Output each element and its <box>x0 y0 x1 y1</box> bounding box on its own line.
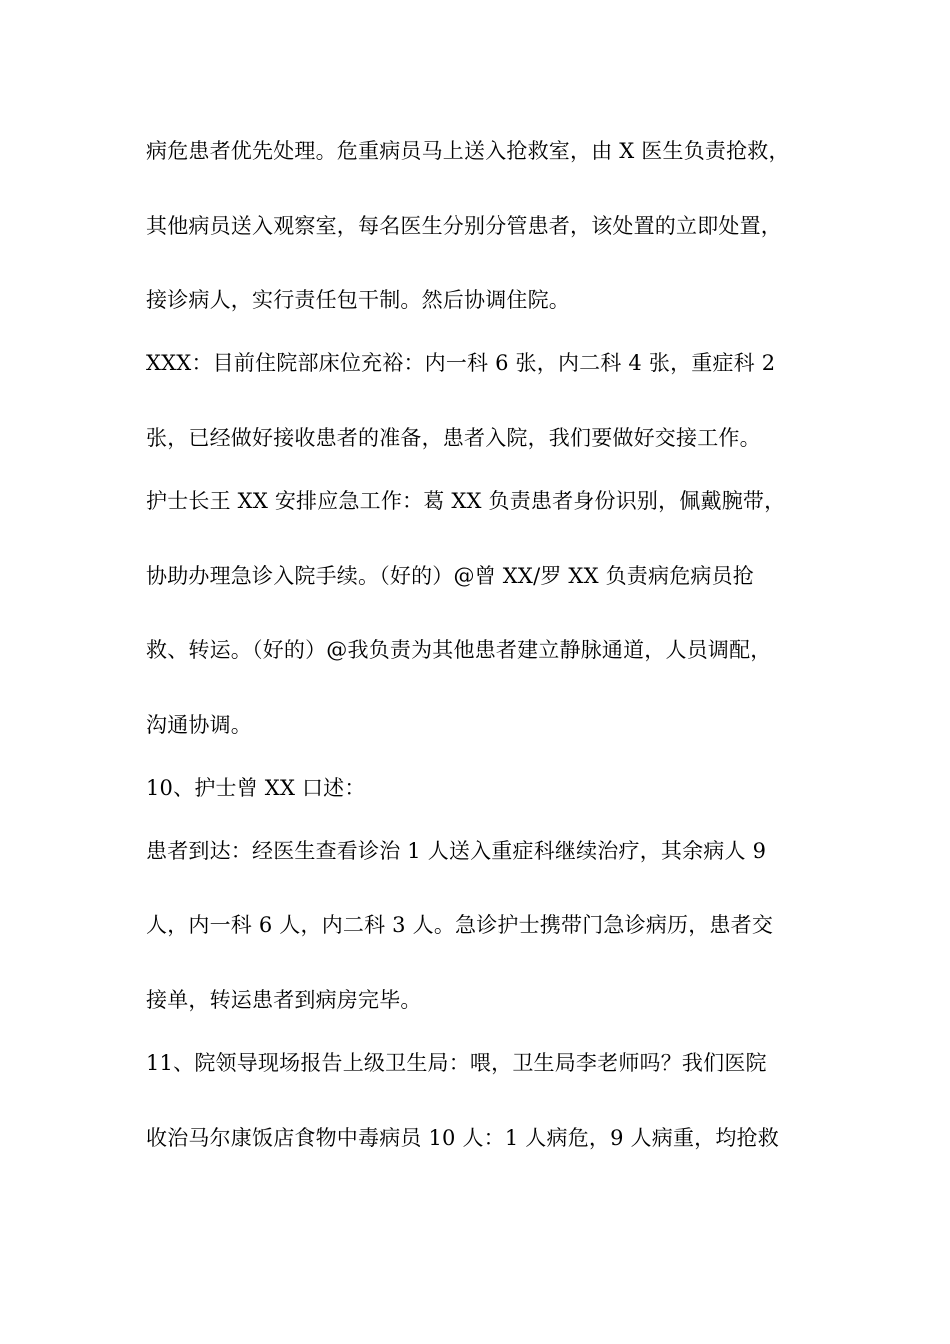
text-line: 协助办理急诊入院手续。（好的）@曾 XX/罗 XX 负责病危病员抢 <box>146 564 754 588</box>
text-line: 其他病员送入观察室，每名医生分别分管患者，该处置的立即处置， <box>146 214 782 238</box>
text-line: 收治马尔康饭店食物中毒病员 10 人：1 人病危，9 人病重，均抢救 <box>146 1126 779 1150</box>
text-line: 接诊病人，实行责任包干制。然后协调住院。 <box>146 288 570 312</box>
text-line: 沟通协调。 <box>146 713 252 737</box>
text-line: 护士长王 XX 安排应急工作：葛 XX 负责患者身份识别，佩戴腕带， <box>146 489 786 513</box>
text-line: 病危患者优先处理。危重病员马上送入抢救室，由 X 医生负责抢救， <box>146 139 790 163</box>
section-heading: 11、院领导现场报告上级卫生局：喂，卫生局李老师吗？我们医院 <box>146 1051 767 1075</box>
text-line: 接单，转运患者到病房完毕。 <box>146 988 422 1012</box>
text-line: 患者到达：经医生查看诊治 1 人送入重症科继续治疗，其余病人 9 <box>146 839 767 863</box>
text-line: 张，已经做好接收患者的准备，患者入院，我们要做好交接工作。 <box>146 426 761 450</box>
text-line: 人，内一科 6 人，内二科 3 人。急诊护士携带门急诊病历，患者交 <box>146 913 774 937</box>
section-heading: 10、护士曾 XX 口述： <box>146 776 366 800</box>
text-line: XXX：目前住院部床位充裕：内一科 6 张，内二科 4 张，重症科 2 <box>146 351 776 375</box>
text-line: 救、转运。（好的）@我负责为其他患者建立静脉通道，人员调配， <box>146 638 772 662</box>
